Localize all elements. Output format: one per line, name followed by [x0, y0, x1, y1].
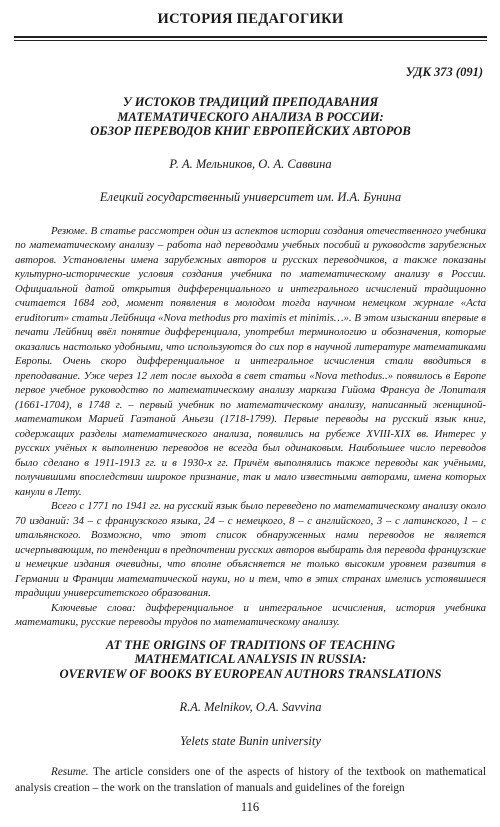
title-ru-line-3: ОБЗОР ПЕРЕВОДОВ КНИГ ЕВРОПЕЙСКИХ АВТОРОВ	[90, 124, 411, 138]
title-ru-line-1: У ИСТОКОВ ТРАДИЦИЙ ПРЕПОДАВАНИЯ	[122, 95, 379, 109]
article-title-ru	[14, 95, 487, 139]
resume-text: The article considers one of the aspects of history of the textbook on mathematical analysis creation – the work on the translation of manuals and guidelines of the foreign	[15, 766, 486, 794]
resume-label: Resume.	[51, 766, 89, 778]
resume-en	[14, 765, 487, 796]
abstract-paragraph-2: Всего с 1771 по 1941 гг. на русский язык было переведено по математическому анализу около 70 изданий: 34 – с французского языка, 24 – с немецкого, 8 – с английского, 3 – с латинского, 1 – с итальянского. Возможно, что этот список обнаруженных нами переводов не является исчерпывающим, по тенденции в предпочтении русских авторов выбирать для перевода французские и немецкие издания очевидны, что вполне объясняется не только высоким уровнем развития в Германии и Франции математической науки, но и тем, что в этих странах имелись устоявшиеся традиции университетского образования.	[15, 500, 486, 599]
page-number: 116	[240, 800, 260, 814]
title-en-line-1: AT THE ORIGINS OF TRADITIONS OF TEACHING	[105, 637, 396, 652]
title-en-line-3: OVERVIEW OF BOOKS BY EUROPEAN AUTHORS TRANSLATIONS	[59, 666, 442, 681]
authors-ru: Р. А. Мельников, О. А. Саввина	[169, 156, 332, 171]
abstract-ru	[14, 224, 487, 630]
section-header: ИСТОРИЯ ПЕДАГОГИКИ	[157, 11, 344, 27]
article-title-en	[14, 638, 487, 682]
resume-en-paragraph	[15, 765, 486, 796]
header-rule-thin	[14, 40, 487, 41]
header-rule-thick	[14, 36, 487, 38]
affiliation-ru: Елецкий государственный университет им. И.А. Бунина	[99, 189, 402, 204]
affiliation-en: Yelets state Bunin university	[180, 734, 321, 748]
abstract-paragraph-1: Резюме. В статье рассмотрен один из аспектов истории создания отечественного учебника по математическому анализу – работа над переводами учебных пособий и руководств зарубежных авторов. Установлены имена зарубежных авторов и русских переводчиков, а также показаны культурно-исторические условия создания учебника по математическому анализу в России. Официальной датой открытия дифференциального и интегрального исчислений традиционно считается 1684 год, момент появления в молодом тогда научном немецком журнале «Acta eruditorum» статьи Лейбница «Nova methodus pro maximis et minimis…». В этом изыскании впервые в печати Лейбниц ввёл понятие дифференциала, употребил терминологию и обозначения, которые оказались настолько удобными, что используются до сих пор в научной литературе математиками Европы. Очень скоро дифференциальное и интегральное исчисления стали вводиться в преподавание. Уже через 12 лет после выхода в свет статьи «Nova methodus..» появилось в Европе первое учебное руководство по математическому анализу маркиза Гийома Франсуа де Лопиталя (1661-1704), в 1748 г. – первый учебник по математическому анализу, написанный женщиной-математиком Марией Гаэтаной Аньези (1718-1799). Первые переводы на русский язык книг, содержащих разделы математического анализа, появились на рубеже XVIII-XIX вв. Интерес у русских учёных к выполнению переводов не всегда был одинаковым. Наибольшее число переводов было сделано в 1911-1913 гг. и в 1930-х гг. Причём выполнялись также переводы как учёными, получившими впоследствии широкое признание, так и мало известными авторами, имена которых канули в Лету.	[15, 224, 486, 498]
title-en-line-2: MATHEMATICAL ANALYSIS IN RUSSIA:	[134, 652, 367, 666]
udk-code: УДК 373 (091)	[405, 65, 483, 79]
keywords-ru: Ключевые слова: дифференциальное и интегральное исчисления, история учебника математики, русские переводы трудов по математическому анализу.	[15, 601, 486, 628]
authors-en: R.A. Melnikov, O.A. Savvina	[179, 700, 322, 714]
title-ru-line-2: МАТЕМАТИЧЕСКОГО АНАЛИЗА В РОССИИ:	[117, 109, 384, 124]
